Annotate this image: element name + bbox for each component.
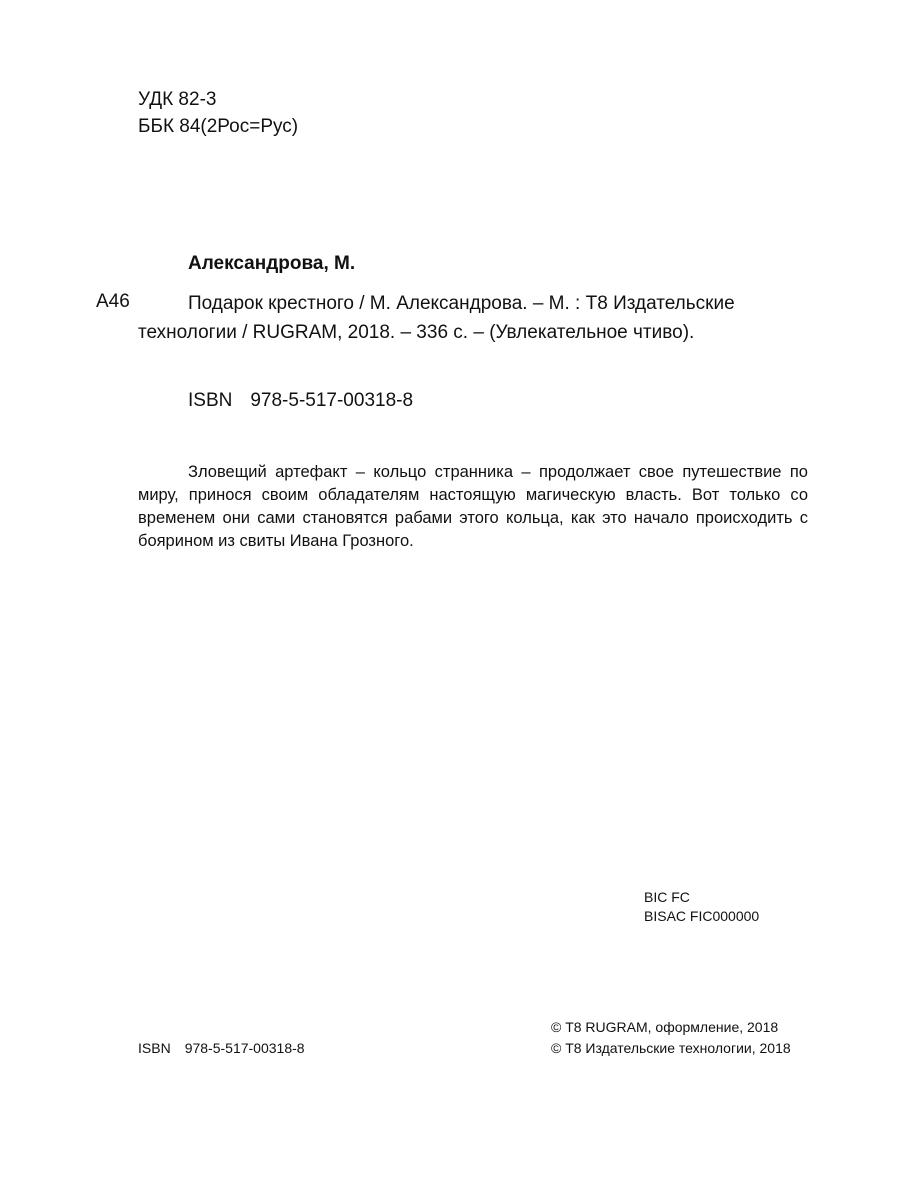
udk-code: УДК 82-3 bbox=[138, 89, 217, 110]
bib-line-2: технологии / RUGRAM, 2018. – 336 с. – (Увлекательное чтиво). bbox=[138, 322, 695, 343]
isbn-footer bbox=[138, 1040, 305, 1056]
isbn-footer-number: 978-5-517-00318-8 bbox=[184, 1040, 305, 1056]
classification-block bbox=[138, 86, 298, 140]
subject-codes bbox=[644, 888, 759, 926]
isbn-label: ISBN bbox=[188, 390, 233, 411]
copyright-block bbox=[551, 1017, 791, 1059]
author-heading: Александрова, М. bbox=[188, 253, 356, 274]
author-mark: А46 bbox=[96, 291, 130, 312]
annotation-text: Зловещий артефакт – кольцо странника – продолжает свое путешествие по миру, принося своим обладателям настоящую магическую власть. Вот только со временем они сами становятся рабами этого кольца, как это начало происходить с боярином из свиты Ивана Грозного. bbox=[138, 463, 808, 550]
isbn-number: 978-5-517-00318-8 bbox=[250, 390, 414, 411]
bibliographic-description bbox=[138, 289, 798, 347]
bisac-code: BISAC FIC000000 bbox=[644, 908, 760, 924]
bbk-code: ББК 84(2Рос=Рус) bbox=[138, 116, 299, 137]
copyright-design: © Т8 RUGRAM, оформление, 2018 bbox=[551, 1019, 779, 1035]
isbn-footer-label: ISBN bbox=[138, 1040, 171, 1056]
copyright-publisher: © Т8 Издательские технологии, 2018 bbox=[551, 1040, 791, 1056]
isbn-main bbox=[188, 390, 413, 412]
bib-line-1: Подарок крестного / М. Александрова. – М. : Т8 Издательские bbox=[188, 293, 735, 314]
bic-code: BIC FC bbox=[644, 889, 690, 905]
